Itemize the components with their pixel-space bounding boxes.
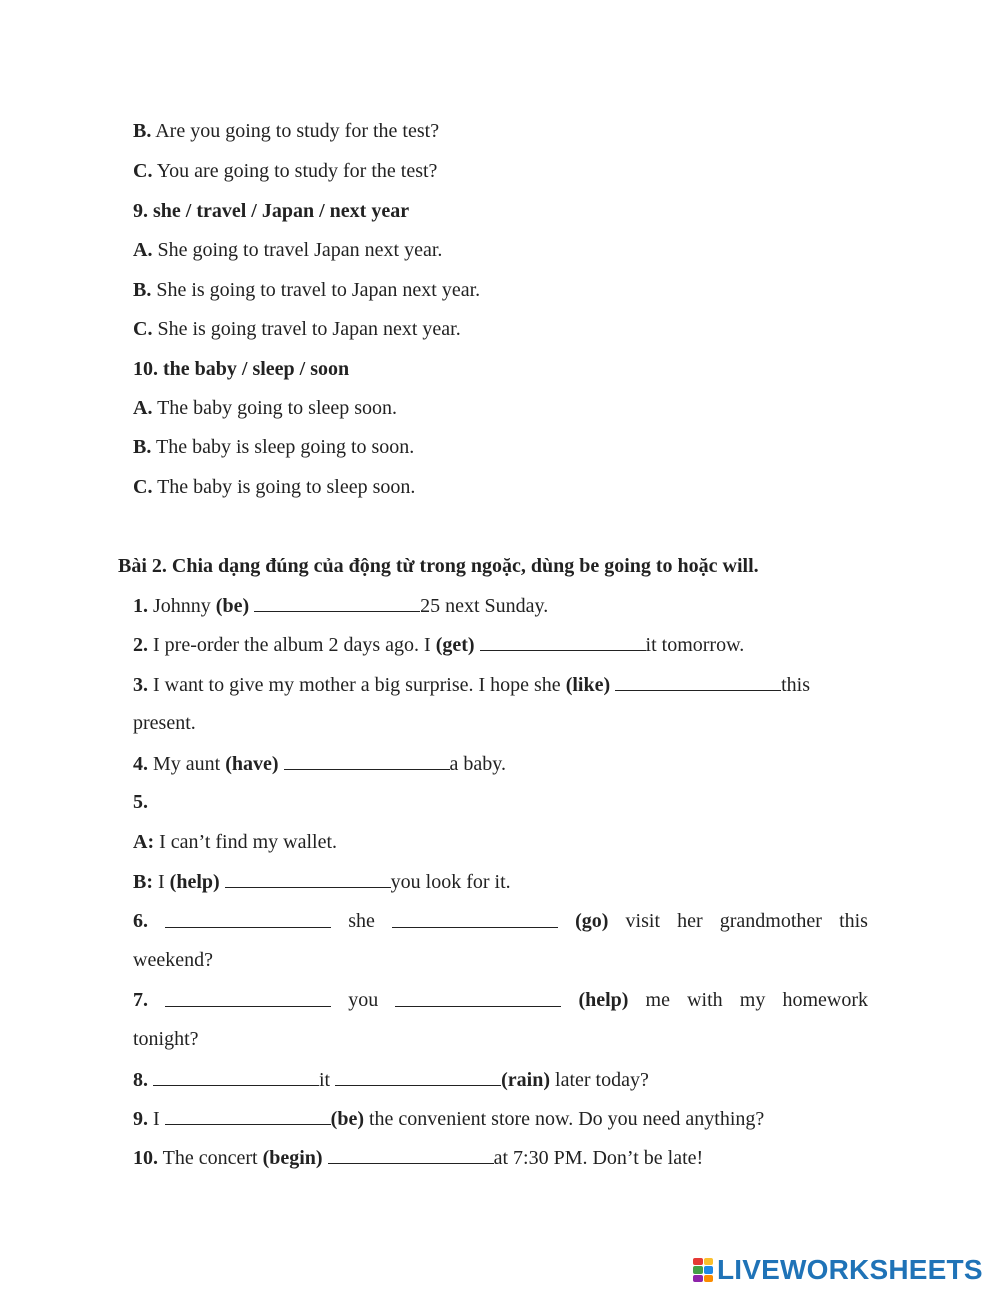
p2-q7-continuation: tonight? [133, 1028, 199, 1050]
p2-q3-continuation: present. [133, 712, 196, 734]
q9-option-b: B. She is going to travel to Japan next year. [133, 279, 481, 301]
p2-q5-speaker-b: B: I (help) you look for it. [133, 871, 511, 893]
logo-tile [704, 1275, 714, 1282]
answer-blank[interactable] [395, 988, 561, 1007]
answer-blank[interactable] [480, 632, 646, 651]
q10-option-b: B. The baby is sleep going to soon. [133, 436, 415, 458]
exercise-2-heading: Bài 2. Chia dạng đúng của động từ trong ngoặc, dùng be going to hoặc will. [118, 555, 759, 577]
p2-q10: 10. The concert (begin) at 7:30 PM. Don’t be late! [133, 1147, 704, 1169]
answer-blank[interactable] [165, 1106, 331, 1125]
p2-q5-speaker-a: A: I can’t find my wallet. [133, 831, 338, 853]
logo-tile [704, 1258, 714, 1265]
q9-option-c: C. She is going travel to Japan next year. [133, 318, 461, 340]
answer-blank[interactable] [335, 1067, 501, 1086]
answer-blank[interactable] [165, 988, 331, 1007]
logo-tile [693, 1258, 703, 1265]
q8-option-c: C. You are going to study for the test? [133, 160, 438, 182]
p2-q6-continuation: weekend? [133, 949, 213, 971]
q8-option-b: B. Are you going to study for the test? [133, 120, 440, 142]
q10-prompt: 10. the baby / sleep / soon [133, 358, 350, 380]
p2-q5-number: 5. [133, 791, 148, 813]
answer-blank[interactable] [392, 909, 558, 928]
p2-q9: 9. I (be) the convenient store now. Do you need anything? [133, 1108, 765, 1130]
logo-mark-icon [693, 1258, 713, 1282]
q9-prompt: 9. she / travel / Japan / next year [133, 200, 410, 222]
p2-q7: 7. you (help) me with my homework [133, 989, 868, 1011]
liveworksheets-logo [693, 1256, 983, 1284]
answer-blank[interactable] [328, 1145, 494, 1164]
answer-blank[interactable] [284, 751, 450, 770]
p2-q8: 8. it (rain) later today? [133, 1069, 649, 1091]
logo-tile [693, 1266, 703, 1273]
answer-blank[interactable] [225, 869, 391, 888]
p2-q2: 2. I pre-order the album 2 days ago. I (get) it tomorrow. [133, 634, 745, 656]
answer-blank[interactable] [165, 909, 331, 928]
p2-q4: 4. My aunt (have) a baby. [133, 753, 507, 775]
q10-option-c: C. The baby is going to sleep soon. [133, 476, 416, 498]
q9-option-a: A. She going to travel Japan next year. [133, 239, 443, 261]
p2-q6: 6. she (go) visit her grandmother this [133, 910, 868, 932]
logo-tile [693, 1275, 703, 1282]
logo-text: LIVEWORKSHEETS [717, 1254, 983, 1285]
q10-option-a: A. The baby going to sleep soon. [133, 397, 398, 419]
p2-q1: 1. Johnny (be) 25 next Sunday. [133, 595, 549, 617]
p2-q3: 3. I want to give my mother a big surprise. I hope she (like) this [133, 674, 811, 696]
answer-blank[interactable] [254, 593, 420, 612]
logo-tile [704, 1266, 714, 1273]
answer-blank[interactable] [153, 1067, 319, 1086]
answer-blank[interactable] [615, 672, 781, 691]
